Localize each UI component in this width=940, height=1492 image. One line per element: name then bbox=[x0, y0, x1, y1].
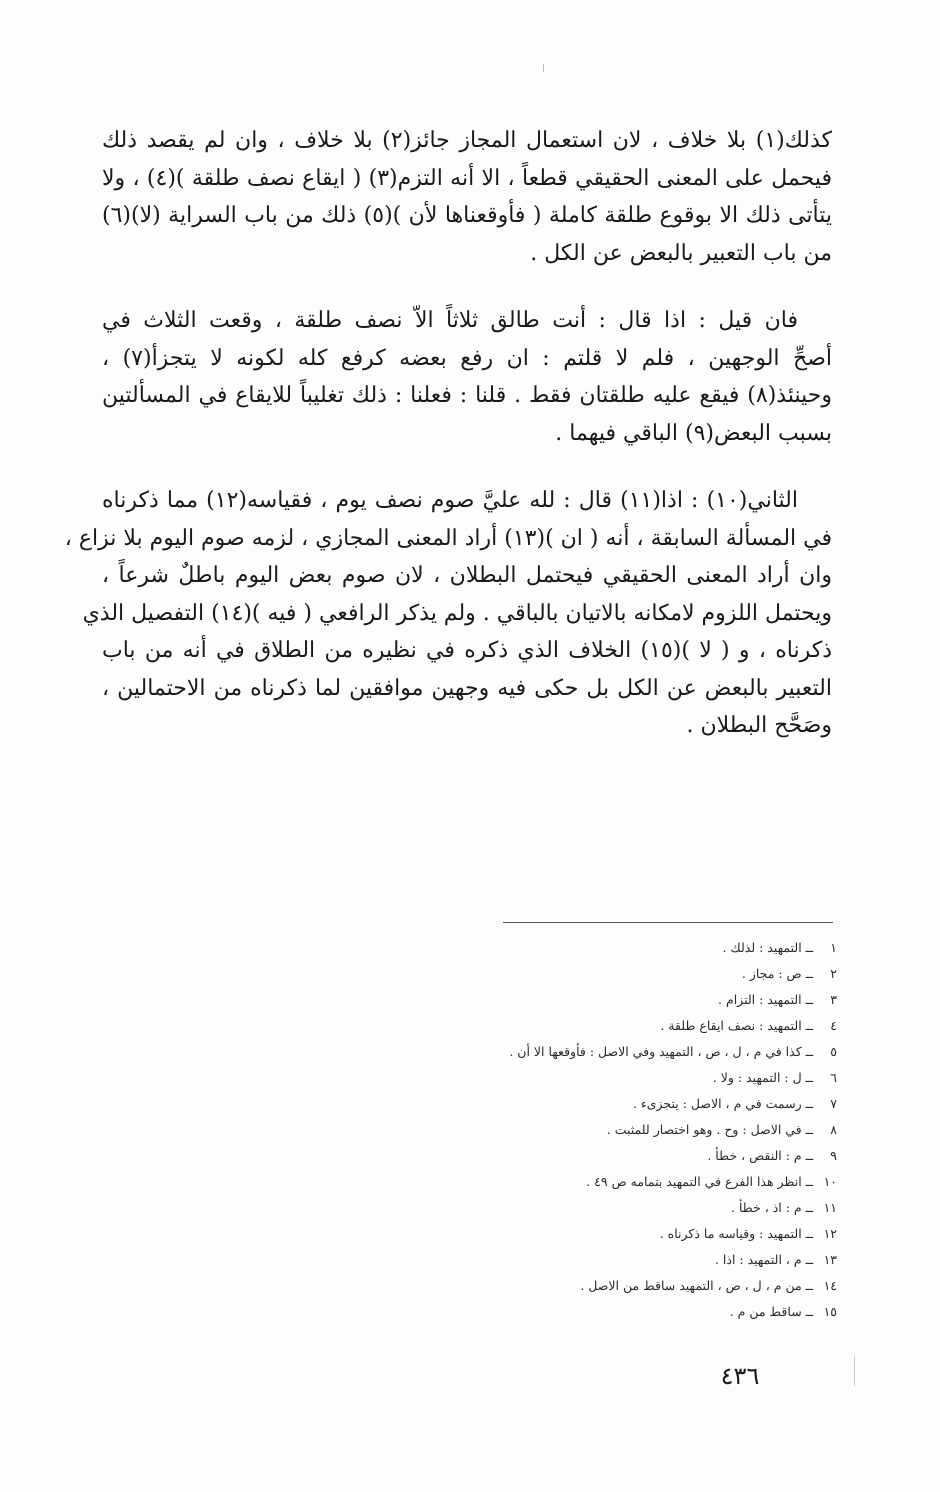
footnote-item bbox=[377, 1013, 837, 1039]
footnote-text: ص : مجاز . bbox=[741, 966, 802, 981]
footnote-text: انظر هذا الفرع في التمهيد بتمامه ص ٤٩ . bbox=[586, 1174, 802, 1189]
footnote-text: في الاصل : وح . وهو اختصار للمثبت . bbox=[606, 1122, 802, 1137]
text-line: في المسألة السابقة ، أنه ( ان )(١٣) أراد المعنى المجازي ، لزمه صوم اليوم بلا نزاع ، bbox=[64, 525, 832, 551]
footnote-text: من م ، ل ، ص ، التمهيد ساقط من الاصل . bbox=[580, 1278, 802, 1293]
footnote-dash: ــ bbox=[805, 1200, 813, 1215]
footnote-dash: ــ bbox=[805, 1174, 813, 1189]
footnote-number: ١١ bbox=[823, 1200, 837, 1215]
footnote-dash: ــ bbox=[805, 966, 813, 981]
footnote-number: ١٠ bbox=[823, 1174, 837, 1189]
footnote-number: ١٣ bbox=[823, 1252, 837, 1267]
footnote-item bbox=[377, 1247, 837, 1273]
paragraph-1 bbox=[102, 122, 832, 272]
footnote-text: ساقط من م . bbox=[729, 1304, 802, 1319]
footnote-text: م : النقص ، خطأ . bbox=[707, 1148, 802, 1163]
footnote-number: ١٥ bbox=[823, 1304, 837, 1319]
footnote-text: التمهيد : التزام . bbox=[718, 992, 802, 1007]
footnote-number: ٢ bbox=[830, 966, 837, 981]
scan-mark bbox=[543, 64, 544, 72]
footnote-number: ١ bbox=[830, 940, 837, 955]
footnote-text: م ، التمهيد : اذا . bbox=[714, 1252, 802, 1267]
footnote-dash: ــ bbox=[805, 1278, 813, 1293]
footnote-number: ٥ bbox=[830, 1044, 837, 1059]
footnote-number: ١٢ bbox=[823, 1226, 837, 1241]
scan-mark bbox=[854, 1356, 855, 1386]
footnote-dash: ــ bbox=[805, 992, 813, 1007]
footnote-number: ٧ bbox=[830, 1096, 837, 1111]
footnote-text: التمهيد : وقياسه ما ذكرناه . bbox=[659, 1226, 802, 1241]
footnote-item bbox=[377, 987, 837, 1013]
footnote-number: ٣ bbox=[830, 992, 837, 1007]
footnote-text: التمهيد : لذلك . bbox=[722, 940, 802, 955]
text-line: فيحمل على المعنى الحقيقي قطعاً ، الا أنه التزم(٣) ( ايقاع نصف طلقة )(٤) ، ولا bbox=[102, 165, 832, 191]
footnote-item bbox=[377, 1169, 837, 1195]
text-line: وصَحَّح البطلان . bbox=[686, 713, 832, 738]
footnote-dash: ــ bbox=[805, 1070, 813, 1085]
footnote-item bbox=[377, 1273, 837, 1299]
text-line: ويحتمل اللزوم لامكانه بالاتيان بالباقي . ولم يذكر الرافعي ( فيه )(١٤) التفصيل الذي bbox=[82, 600, 832, 626]
text-line: وان أراد المعنى الحقيقي فيحتمل البطلان ، لان صوم بعض اليوم باطلٌ شرعاً ، bbox=[102, 563, 832, 588]
footnote-dash: ــ bbox=[805, 1044, 813, 1059]
text-line: التعبير بالبعض عن الكل بل حكى فيه وجهين موافقين لما ذكرناه من الاحتمالين ، bbox=[102, 675, 832, 701]
footnote-item bbox=[377, 1091, 837, 1117]
footnote-dash: ــ bbox=[805, 1252, 813, 1267]
footnote-text: ل : التمهيد : ولا . bbox=[712, 1070, 802, 1085]
text-line: من باب التعبير بالبعض عن الكل . bbox=[530, 240, 832, 266]
footnote-text: م : اذ ، خطأ . bbox=[731, 1200, 802, 1215]
text-line: الثاني(١٠) : اذا(١١) قال : لله عليَّ صوم نصف يوم ، فقياسه(١٢) مما ذكرناه bbox=[102, 488, 798, 513]
paragraph-2 bbox=[102, 302, 832, 452]
text-line: فان قيل : اذا قال : أنت طالق ثلاثاً الاّ نصف طلقة ، وقعت الثلاث في bbox=[102, 308, 798, 333]
footnote-dash: ــ bbox=[805, 1122, 813, 1137]
footnote-text: رسمت في م ، الاصل : يتجزىء . bbox=[632, 1096, 802, 1111]
footnote-number: ٨ bbox=[830, 1122, 837, 1137]
footnote-text: التمهيد : نصف ايقاع طلقة . bbox=[660, 1018, 802, 1033]
footnote-item bbox=[377, 1143, 837, 1169]
footnote-dash: ــ bbox=[805, 1148, 813, 1163]
text-line: كذلك(١) بلا خلاف ، لان استعمال المجاز جائز(٢) بلا خلاف ، وان لم يقصد ذلك bbox=[102, 128, 832, 153]
footnote-item bbox=[377, 1117, 837, 1143]
footnote-dash: ــ bbox=[805, 1096, 813, 1111]
footnote-dash: ــ bbox=[805, 1018, 813, 1033]
footnote-divider bbox=[503, 922, 833, 923]
footnote-number: ٤ bbox=[830, 1018, 837, 1033]
paragraph-3 bbox=[64, 482, 832, 745]
footnote-item bbox=[377, 1195, 837, 1221]
text-line: أصحِّ الوجهين ، فلم لا قلتم : ان رفع بعضه كرفع كله لكونه لا يتجزأ(٧) ، bbox=[102, 345, 832, 371]
text-line: وحينئذ(٨) فيقع عليه طلقتان فقط . قلنا : فعلنا : ذلك تغليباً للايقاع في المسألتين bbox=[102, 383, 832, 408]
text-line: ذكرناه ، و ( لا )(١٥) الخلاف الذي ذكره في نظيره من الطلاق في أنه من باب bbox=[102, 638, 832, 663]
footnote-dash: ــ bbox=[805, 940, 813, 955]
main-text bbox=[64, 122, 832, 745]
footnote-number: ١٤ bbox=[823, 1278, 837, 1293]
footnote-item bbox=[377, 961, 837, 987]
footnote-dash: ــ bbox=[805, 1304, 813, 1319]
text-line: يتأتى ذلك الا بوقوع طلقة كاملة ( فأوقعناها لأن )(٥) ذلك من باب السراية (لا)(٦) bbox=[102, 203, 832, 228]
footnote-number: ٩ bbox=[830, 1148, 837, 1163]
footnote-text: كذا في م ، ل ، ص ، التمهيد وفي الاصل : فأوقعها الا أن . bbox=[509, 1044, 802, 1059]
page-number: ٤٣٦ bbox=[720, 1362, 760, 1390]
footnote-item bbox=[377, 1221, 837, 1247]
footnotes bbox=[377, 935, 837, 1325]
footnote-item bbox=[377, 1039, 837, 1065]
footnote-item bbox=[377, 1299, 837, 1325]
text-line: بسبب البعض(٩) الباقي فيهما . bbox=[555, 420, 832, 446]
footnote-dash: ــ bbox=[805, 1226, 813, 1241]
footnote-item bbox=[377, 935, 837, 961]
footnote-item bbox=[377, 1065, 837, 1091]
footnote-number: ٦ bbox=[830, 1070, 837, 1085]
